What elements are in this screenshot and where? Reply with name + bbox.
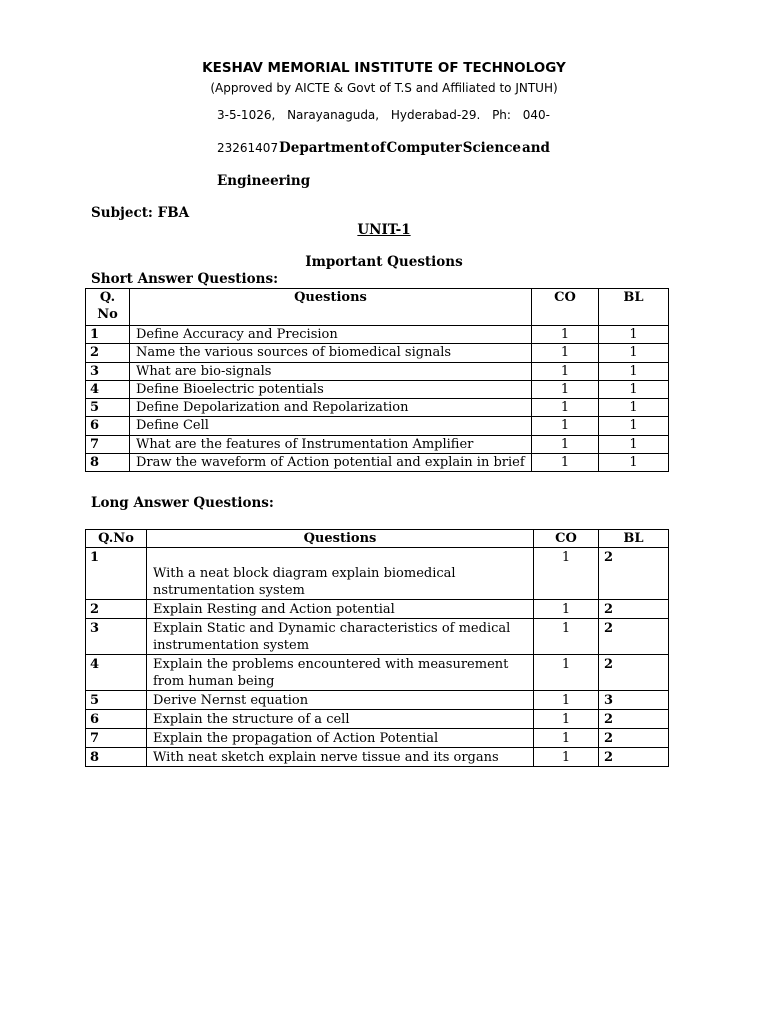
short-answer-table [85,288,669,472]
question-number: 7 [86,435,130,453]
department-word: Science [462,140,522,156]
question-number: 3 [86,619,147,655]
bl-value: 2 [599,710,669,729]
table-row [86,748,669,767]
co-value: 1 [532,326,599,344]
phone-continuation: 23261407 [217,141,279,155]
co-value: 1 [534,729,599,748]
department-line [217,140,550,156]
co-value: 1 [532,417,599,435]
bl-header: BL [599,289,669,326]
question-number: 6 [86,710,147,729]
question-text: What are the features of Instrumentation Amplifier [130,435,532,453]
table-row [86,600,669,619]
question-number: 3 [86,362,130,380]
question-number: 5 [86,691,147,710]
question-number: 6 [86,417,130,435]
address-part: 3-5-1026, [217,108,276,122]
question-text: What are bio-signals [130,362,532,380]
table-row [86,399,669,417]
table-row [86,326,669,344]
long-answer-table [85,529,669,767]
co-value: 1 [534,691,599,710]
co-value: 1 [534,748,599,767]
co-value: 1 [532,435,599,453]
bl-value: 1 [599,435,669,453]
bl-value: 2 [599,600,669,619]
table-row [86,729,669,748]
co-value: 1 [532,399,599,417]
co-value: 1 [534,710,599,729]
institute-name: KESHAV MEMORIAL INSTITUTE OF TECHNOLOGY [202,60,566,76]
bl-value: 2 [599,729,669,748]
table-row [86,380,669,398]
unit-title: UNIT-1 [357,222,411,238]
question-number: 8 [86,454,130,472]
question-number: 1 [86,326,130,344]
table-row [86,655,669,691]
bl-value: 2 [599,619,669,655]
question-text: With a neat block diagram explain biomedical nstrumentation system [147,548,534,600]
bl-value: 1 [599,326,669,344]
department-continuation: Engineering [217,173,311,189]
co-value: 1 [534,600,599,619]
question-text: Define Depolarization and Repolarization [130,399,532,417]
question-number: 1 [86,548,147,600]
table-row [86,417,669,435]
address-part: 040- [522,108,550,122]
bl-value: 1 [599,417,669,435]
department-word: Department [279,140,370,156]
question-text: Define Cell [130,417,532,435]
long-answer-heading: Long Answer Questions: [91,495,274,511]
address-part: Narayanaguda, [287,108,380,122]
bl-value: 3 [599,691,669,710]
bl-value: 1 [599,399,669,417]
question-text: Explain Resting and Action potential [147,600,534,619]
co-header: CO [534,530,599,548]
question-text: Explain Static and Dynamic characteristics of medical instrumentation system [147,619,534,655]
qno-header: Q. No [86,289,130,326]
bl-value: 2 [599,548,669,600]
table-row [86,362,669,380]
co-value: 1 [534,548,599,600]
approval-line: (Approved by AICTE & Govt of T.S and Affiliated to JNTUH) [210,81,558,95]
table-row [86,344,669,362]
bl-value: 1 [599,344,669,362]
question-text: Name the various sources of biomedical signals [130,344,532,362]
co-value: 1 [532,380,599,398]
question-number: 8 [86,748,147,767]
co-value: 1 [534,655,599,691]
question-text: Explain the propagation of Action Potential [147,729,534,748]
table-row [86,619,669,655]
department-word: Computer [386,140,462,156]
question-text: Explain the structure of a cell [147,710,534,729]
question-text: With neat sketch explain nerve tissue and its organs [147,748,534,767]
question-number: 5 [86,399,130,417]
subject-line: Subject: FBA [91,205,190,221]
question-text: Draw the waveform of Action potential and explain in brief [130,454,532,472]
question-number: 4 [86,655,147,691]
bl-value: 2 [599,748,669,767]
question-text: Explain the problems encountered with measurement from human being [147,655,534,691]
question-number: 4 [86,380,130,398]
question-number: 2 [86,344,130,362]
bl-value: 1 [599,454,669,472]
address-part: Hyderabad-29. [390,108,481,122]
bl-header: BL [599,530,669,548]
table-row [86,710,669,729]
co-header: CO [532,289,599,326]
table-row [86,548,669,600]
table-row [86,691,669,710]
address-line [217,108,550,122]
table-header-row [86,530,669,548]
short-answer-heading: Short Answer Questions: [91,271,279,287]
question-number: 7 [86,729,147,748]
department-word: and [521,140,550,156]
department-word: of [370,140,386,156]
bl-value: 1 [599,380,669,398]
co-value: 1 [534,619,599,655]
question-text: Derive Nernst equation [147,691,534,710]
table-row [86,454,669,472]
co-value: 1 [532,362,599,380]
questions-header: Questions [130,289,532,326]
bl-value: 1 [599,362,669,380]
bl-value: 2 [599,655,669,691]
question-text: Define Accuracy and Precision [130,326,532,344]
co-value: 1 [532,454,599,472]
question-text: Define Bioelectric potentials [130,380,532,398]
qno-header: Q.No [86,530,147,548]
table-header-row [86,289,669,326]
table-row [86,435,669,453]
question-number: 2 [86,600,147,619]
important-questions-title: Important Questions [305,254,463,270]
address-part: Ph: [492,108,511,122]
questions-header: Questions [147,530,534,548]
co-value: 1 [532,344,599,362]
